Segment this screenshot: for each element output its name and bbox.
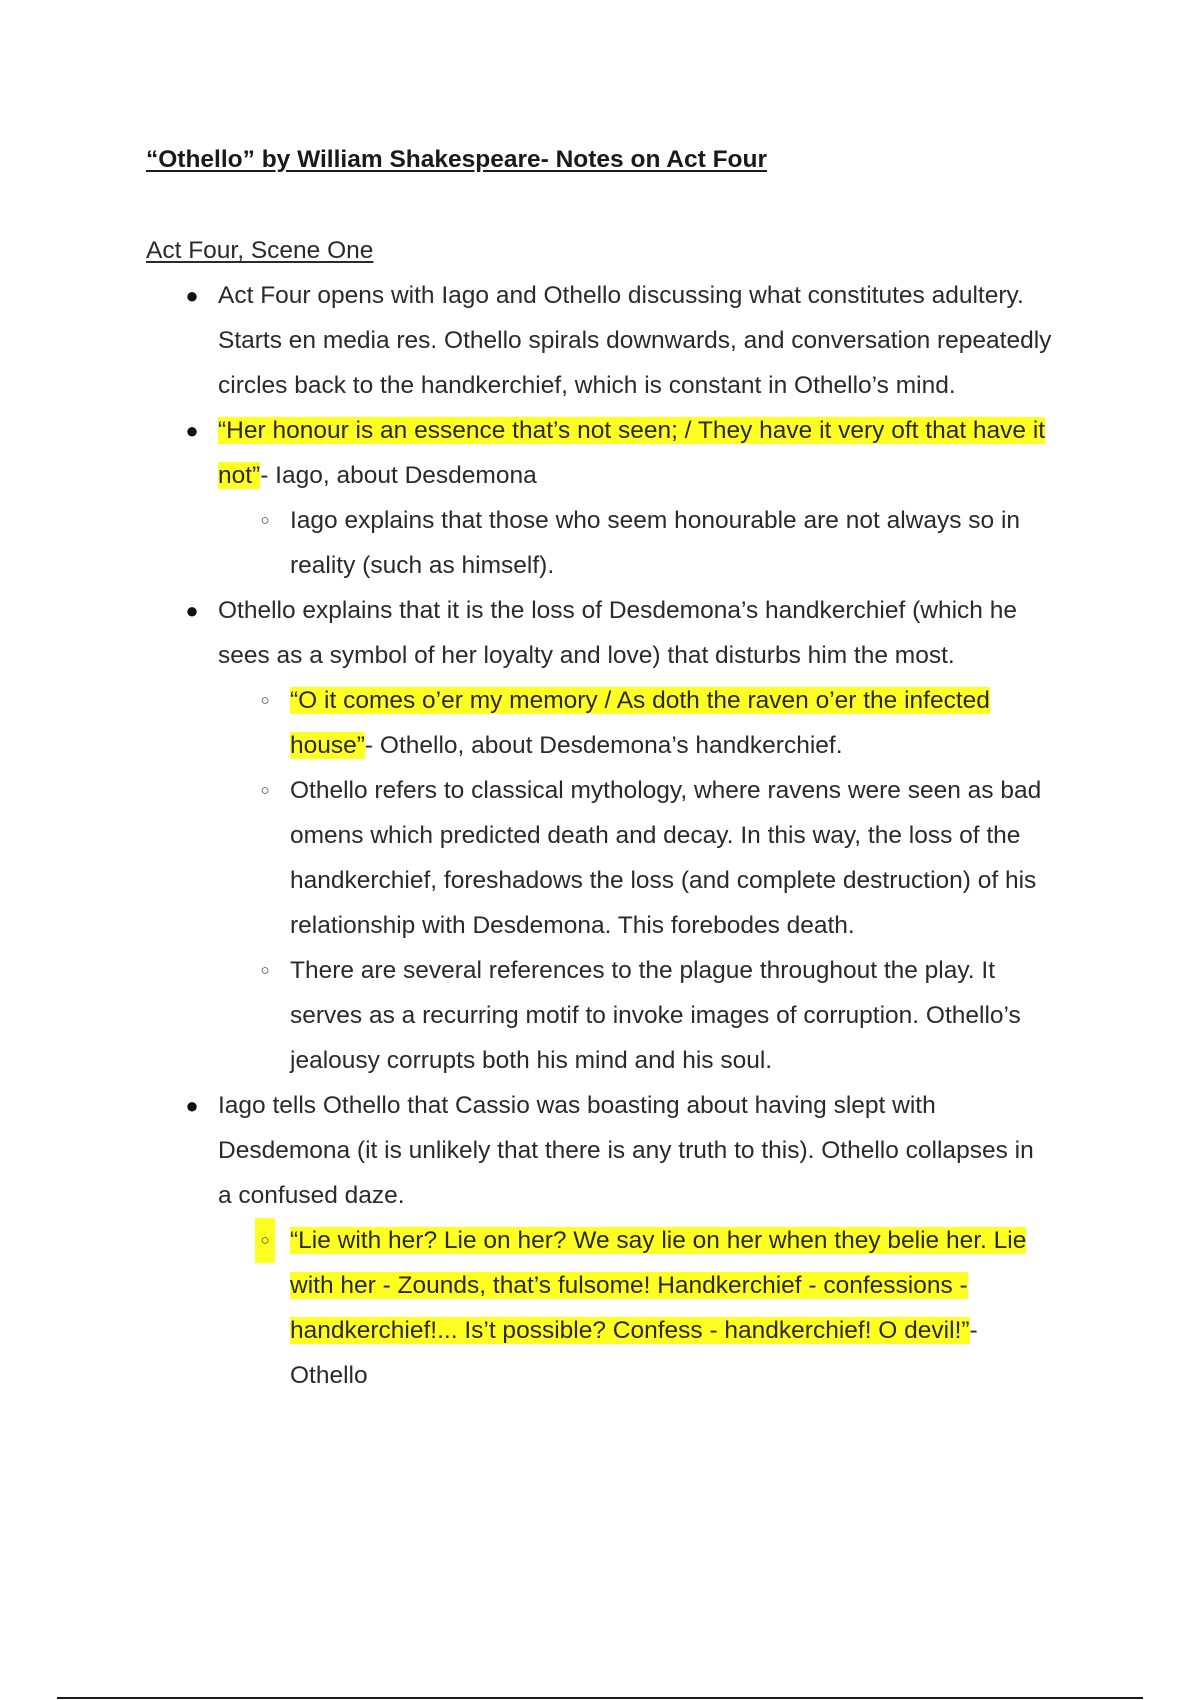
highlighted-quote: “O it comes o’er my memory / As doth the raven o’er the infected house” xyxy=(290,687,990,759)
notes-list xyxy=(0,273,1200,1398)
list-item xyxy=(185,408,1054,498)
highlighted-quote: “Her honour is an essence that’s not seen; / They have it very oft that have it not” xyxy=(218,417,1046,489)
hollow-bullet-icon: ○ xyxy=(260,512,270,529)
hollow-bullet-icon: ○ xyxy=(260,962,270,979)
list-item-text: Iago tells Othello that Cassio was boasting about having slept with Desdemona (it is unlikely that there is any truth to this). Othello collapses in a confused daze. xyxy=(218,1092,1034,1209)
list-item-text: Othello refers to classical mythology, where ravens were seen as bad omens which predicted death and decay. In this way, the loss of the handkerchief, foreshadows the loss (and complete destruction) of his relationship with Desdemona. This forebodes death. xyxy=(290,777,1042,939)
sub-list-item xyxy=(260,768,1060,948)
bullet-icon: ● xyxy=(185,1093,199,1118)
list-item xyxy=(185,1083,1054,1218)
page-bottom-rule xyxy=(57,1697,1143,1699)
list-item-text: Othello explains that it is the loss of Desdemona’s handkerchief (which he sees as a symbol of her loyalty and love) that disturbs him the most. xyxy=(218,597,1017,669)
document-title: “Othello” by William Shakespeare- Notes on Act Four xyxy=(146,146,768,173)
section-heading: Act Four, Scene One xyxy=(146,237,374,264)
bullet-icon: ● xyxy=(185,598,199,623)
list-item-text: Act Four opens with Iago and Othello discussing what constitutes adultery. Starts en media res. Othello spirals downwards, and conversation repeatedly circles back to the handkerchief, which is constant in Othello’s mind. xyxy=(218,282,1052,399)
sub-list-item xyxy=(260,948,1060,1083)
list-item-text: There are several references to the plague throughout the play. It serves as a recurring motif to invoke images of corruption. Othello’s jealousy corrupts both his mind and his soul. xyxy=(290,957,1021,1074)
bullet-icon: ● xyxy=(185,283,199,308)
quote-attribution: - Othello, about Desdemona’s handkerchief. xyxy=(364,732,843,759)
bullet-icon: ● xyxy=(185,418,199,443)
list-item xyxy=(185,588,1054,678)
hollow-bullet-icon: ○ xyxy=(260,782,270,799)
quote-attribution: - Othello xyxy=(290,1317,978,1389)
list-item xyxy=(185,273,1054,408)
highlighted-quote: “Lie with her? Lie on her? We say lie on her when they belie her. Lie with her - Zounds, that’s fulsome! Handkerchief - confessions - handkerchief!... Is’t possible? Confess - handkerchief! O devil!” xyxy=(290,1227,1027,1344)
list-item-text: Iago explains that those who seem honourable are not always so in reality (such as himself). xyxy=(290,507,1021,579)
sub-list-item xyxy=(260,498,1060,588)
quote-attribution: - Iago, about Desdemona xyxy=(260,462,537,489)
sub-list-item xyxy=(260,1218,1060,1398)
hollow-bullet-icon: ○ xyxy=(260,692,270,709)
hollow-bullet-icon: ○ xyxy=(255,1218,275,1263)
sub-list-item xyxy=(260,678,1060,768)
